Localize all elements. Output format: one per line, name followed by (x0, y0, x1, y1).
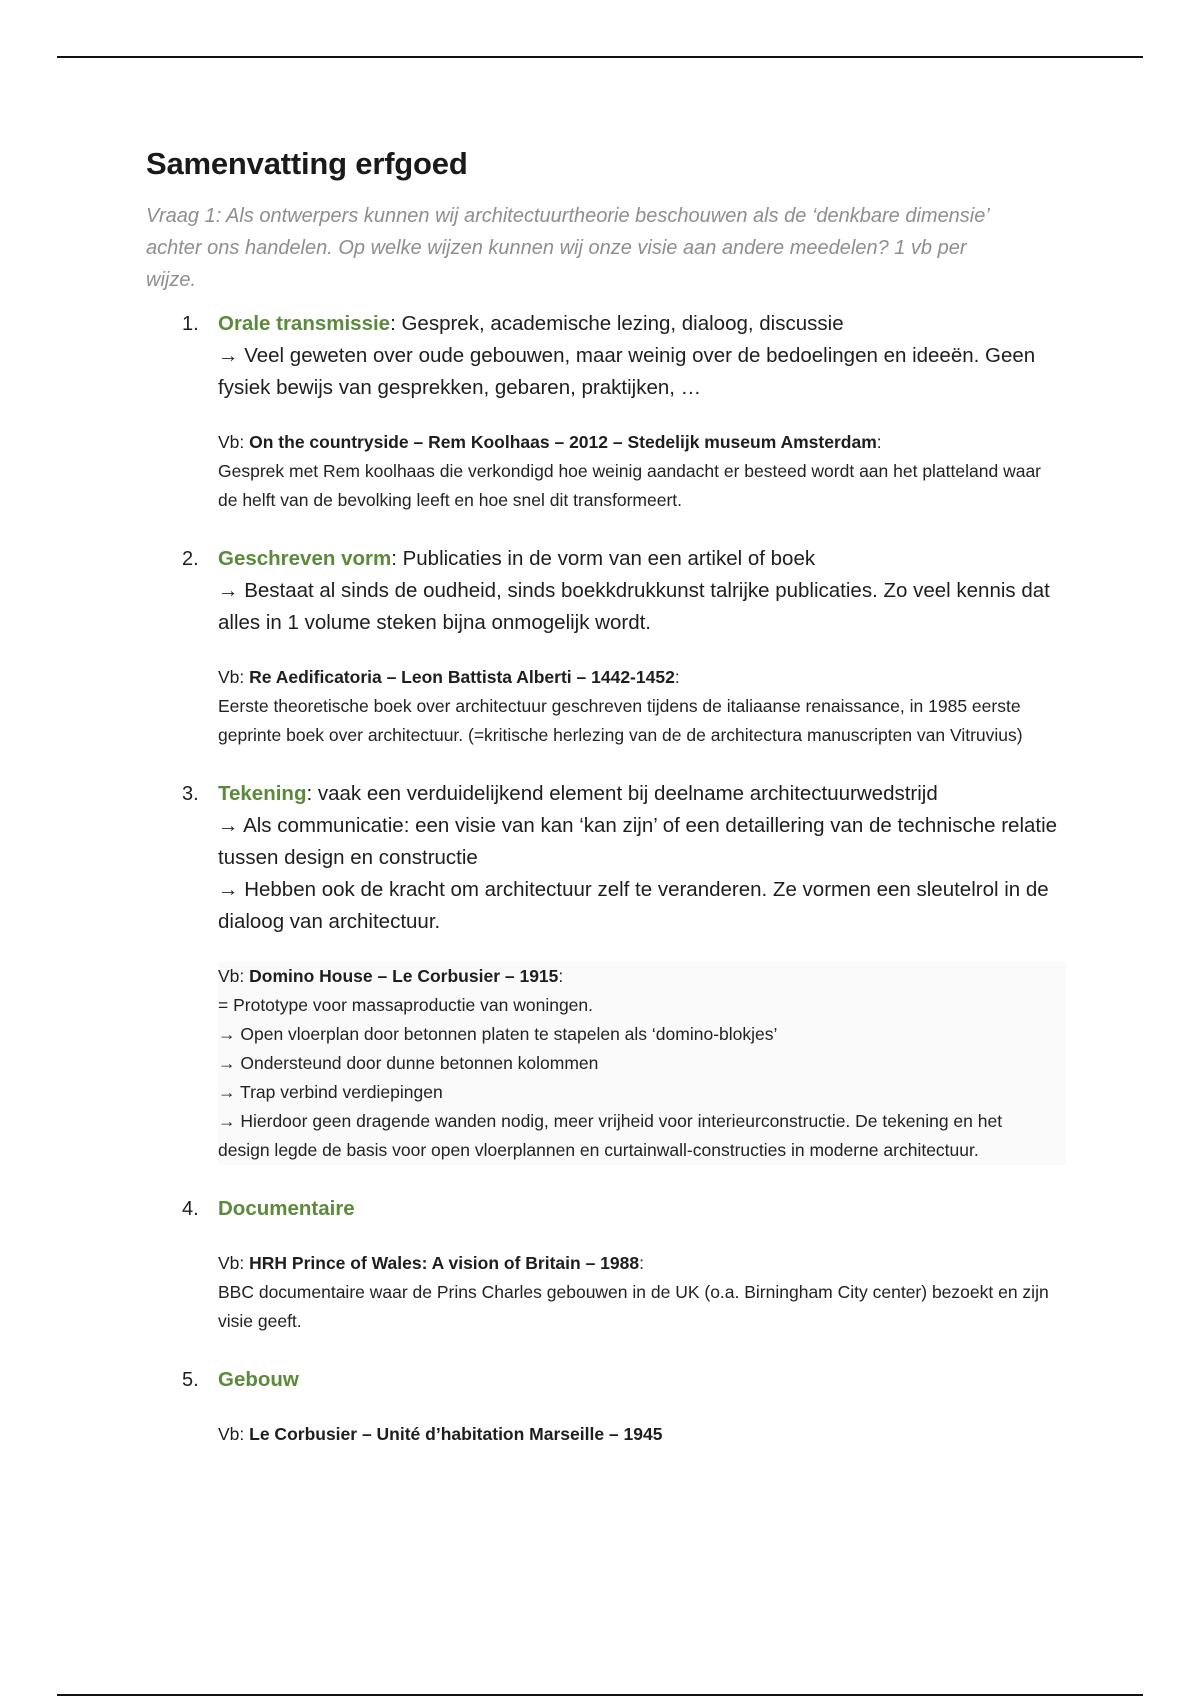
example-title: Domino House – Le Corbusier – 1915 (249, 966, 559, 986)
example-title: Le Corbusier – Unité d’habitation Marseille – 1945 (249, 1424, 663, 1444)
list-item (146, 308, 1066, 515)
item-heading (218, 543, 1066, 575)
top-rule (57, 56, 1143, 58)
example-title: Re Aedificatoria – Leon Battista Alberti – 1442-1452 (249, 667, 675, 687)
item-heading-rest: : vaak een verduidelijkend element bij deelname architectuurwedstrijd (306, 782, 938, 805)
example-heading (218, 1420, 1066, 1449)
item-term: Documentaire (218, 1197, 355, 1220)
item-line: → Hebben ook de kracht om architectuur zelf te veranderen. Ze vormen een sleutelrol in de dialoog van architectuur. (218, 878, 1049, 933)
item-number: 5. (182, 1369, 199, 1391)
example-colon: : (674, 667, 680, 687)
question-text: Vraag 1: Als ontwerpers kunnen wij architectuurtheorie beschouwen als de ‘denkbare dimensie’ achter ons handelen. Op welke wijzen kunnen wij onze visie aan andere meedelen? 1 vb per wijze. (146, 205, 989, 291)
item-line: → Veel geweten over oude gebouwen, maar weinig over de bedoelingen en ideeën. Geen fysiek bewijs van gesprekken, gebaren, praktijken, … (218, 344, 1036, 399)
item-heading (218, 1364, 1066, 1396)
item-line: → Als communicatie: een visie van kan ‘kan zijn’ of een detaillering van de technische relatie tussen design en constructie (218, 814, 1058, 869)
item-term: Orale transmissie (218, 312, 391, 335)
answer-list (146, 308, 1066, 1449)
example-description: BBC documentaire waar de Prins Charles gebouwen in de UK (o.a. Birningham City center) bezoekt en zijn visie geeft. (218, 1282, 1049, 1331)
example-description: → Ondersteund door dunne betonnen kolommen (218, 1053, 599, 1073)
page-title: Samenvatting erfgoed (146, 146, 468, 181)
list-item (146, 778, 1066, 1165)
example-description: Eerste theoretische boek over architectuur geschreven tijdens de italiaanse renaissance, in 1985 eerste geprinte boek over architectuur. (=kritische herlezing van de de architectura manuscripten van Vitruvius) (218, 696, 1023, 745)
item-heading-rest: : Gesprek, academische lezing, dialoog, discussie (390, 312, 844, 335)
item-term: Geschreven vorm (218, 547, 392, 570)
example-block (218, 962, 1066, 1165)
document-body (146, 146, 1066, 1477)
item-number: 3. (182, 783, 199, 805)
list-item (146, 1193, 1066, 1336)
example-heading (218, 663, 1066, 692)
bottom-rule (57, 1694, 1143, 1696)
example-title: HRH Prince of Wales: A vision of Britain – 1988 (249, 1253, 640, 1273)
example-label: Vb: (218, 1253, 250, 1273)
list-item (146, 543, 1066, 750)
example-title: On the countryside – Rem Koolhaas – 2012 – Stedelijk museum Amsterdam (249, 432, 877, 452)
item-number: 1. (182, 313, 199, 335)
example-colon: : (558, 966, 564, 986)
list-item (146, 1364, 1066, 1449)
item-line: → Bestaat al sinds de oudheid, sinds boekkdrukkunst talrijke publicaties. Zo veel kennis dat alles in 1 volume steken bijna onmogelijk wordt. (218, 579, 1050, 634)
example-label: Vb: (218, 667, 250, 687)
example-heading (218, 962, 1066, 991)
example-description: → Trap verbind verdiepingen (218, 1082, 443, 1102)
item-term: Tekening (218, 782, 307, 805)
item-heading (218, 778, 1066, 810)
example-description: = Prototype voor massaproductie van woningen. (218, 995, 594, 1015)
item-heading (218, 308, 1066, 340)
example-description: Gesprek met Rem koolhaas die verkondigd hoe weinig aandacht er besteed wordt aan het platteland waar de helft van de bevolking leeft en hoe snel dit transformeert. (218, 461, 1042, 510)
example-colon: : (876, 432, 882, 452)
example-label: Vb: (218, 432, 250, 452)
example-heading (218, 1249, 1066, 1278)
item-number: 4. (182, 1198, 199, 1220)
example-description: → Hierdoor geen dragende wanden nodig, meer vrijheid voor interieurconstructie. De tekening en het design legde de basis voor open vloerplannen en curtainwall-constructies in moderne architectuur. (218, 1111, 1003, 1160)
example-colon: : (639, 1253, 644, 1273)
example-label: Vb: (218, 966, 250, 986)
example-description: → Open vloerplan door betonnen platen te stapelen als ‘domino-blokjes’ (218, 1024, 778, 1044)
item-term: Gebouw (218, 1368, 299, 1391)
example-label: Vb: (218, 1424, 250, 1444)
item-number: 2. (182, 548, 199, 570)
item-heading-rest: : Publicaties in de vorm van een artikel of boek (391, 547, 816, 570)
item-heading (218, 1193, 1066, 1225)
example-heading (218, 428, 1066, 457)
